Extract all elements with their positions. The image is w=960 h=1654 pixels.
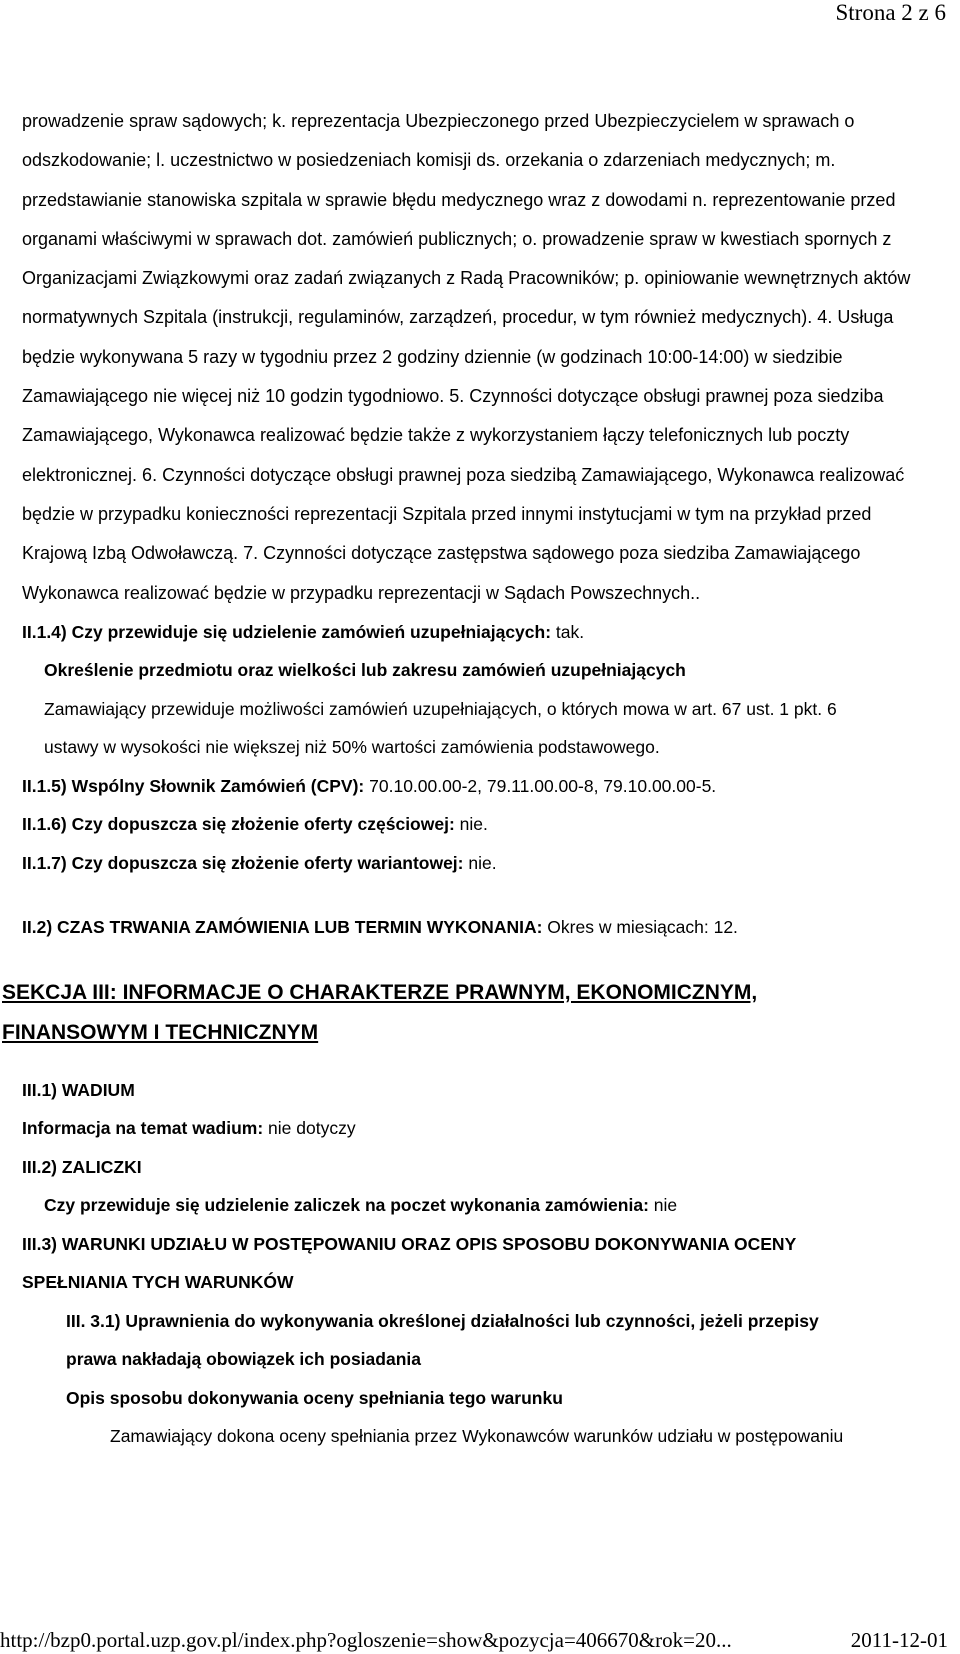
advances-question xyxy=(44,1186,940,1225)
section-heading-1: SEKCJA III: INFORMACJE O CHARAKTERZE PRAWNYM, EKONOMICZNYM, xyxy=(2,980,758,1004)
field-label: SPEŁNIANIA TYCH WARUNKÓW xyxy=(22,1272,294,1293)
evaluation-text: Zamawiający dokona oceny spełniania przez Wykonawców warunków udziału w postępowaniu xyxy=(110,1426,844,1447)
field-value: nie. xyxy=(463,852,497,873)
document-body xyxy=(0,102,940,1456)
field-value: nie xyxy=(648,1195,678,1216)
duration xyxy=(22,908,940,947)
conditions-heading-1 xyxy=(22,1225,940,1264)
conditions-heading-2 xyxy=(22,1263,940,1302)
field-label: II.1.6) Czy dopuszcza się złożenie oferty częściowej: xyxy=(22,814,455,835)
field-label: II.1.5) Wspólny Słownik Zamówień (CPV): xyxy=(22,775,365,796)
supplementary-orders-text-2: ustawy w wysokości nie większej niż 50% wartości zamówienia podstawowego. xyxy=(44,737,660,758)
evaluation-heading xyxy=(66,1379,940,1418)
field-label: III. 3.1) Uprawnienia do wykonywania określonej działalności lub czynności, jeżeli przepisy xyxy=(66,1310,819,1331)
field-label: III.2) ZALICZKI xyxy=(22,1156,142,1177)
wadium-info xyxy=(22,1109,940,1148)
field-label: prawa nakładają obowiązek ich posiadania xyxy=(66,1349,421,1370)
field-label: III.3) WARUNKI UDZIAŁU W POSTĘPOWANIU ORAZ OPIS SPOSOBU DOKONYWANIA OCENY xyxy=(22,1233,797,1254)
section-heading-2: FINANSOWYM I TECHNICZNYM xyxy=(2,1020,319,1044)
advances-heading xyxy=(22,1148,940,1187)
partial-offer xyxy=(22,805,940,844)
page-number: Strona 2 z 6 xyxy=(835,0,946,25)
supplementary-orders-text-1: Zamawiający przewiduje możliwości zamówień uzupełniających, o których mowa w art. 67 ust. 1 pkt. 6 xyxy=(44,698,837,719)
supplementary-orders-heading xyxy=(44,651,940,690)
field-value: nie dotyczy xyxy=(263,1118,356,1139)
field-label: II.1.4) Czy przewiduje się udzielenie zamówień uzupełniających: xyxy=(22,621,552,642)
field-value: Okres w miesiącach: 12. xyxy=(542,917,738,938)
field-label: III.1) WADIUM xyxy=(22,1079,135,1100)
field-value: tak. xyxy=(551,621,585,642)
field-label: Opis sposobu dokonywania oceny spełniania tego warunku xyxy=(66,1387,563,1408)
field-label: Informacja na temat wadium: xyxy=(22,1118,264,1139)
field-value: 70.10.00.00-2, 79.11.00.00-8, 79.10.00.00-5. xyxy=(364,775,717,796)
field-value: nie. xyxy=(454,814,488,835)
field-label: Określenie przedmiotu oraz wielkości lub zakresu zamówień uzupełniających xyxy=(44,660,686,681)
field-label: II.2) CZAS TRWANIA ZAMÓWIENIA LUB TERMIN WYKONANIA: xyxy=(22,917,543,938)
variant-offer xyxy=(22,844,940,883)
cpv-codes xyxy=(22,767,940,806)
description-paragraph: prowadzenie spraw sądowych; k. reprezentacja Ubezpieczonego przed Ubezpieczycielem w sprawach o odszkodowanie; l. uczestnictwo w posiedzeniach komisji ds. orzekania o zdarzeniach medycznych; m. przedstawianie stanowiska szpitala w sprawie błędu medycznego wraz z dowodami n. reprezentowanie przed organami właściwymi w sprawach dot. zamówień publicznych; o. prowadzenie spraw w kwestiach spornych z Organizacjami Związkowymi oraz zadań związanych z Radą Pracowników; p. opiniowanie wewnętrznych aktów normatywnych Szpitala (instrukcji, regulaminów, zarządzeń, procedur, w tym również medycznych). 4. Usługa będzie wykonywana 5 razy w tygodniu przez 2 godziny dziennie (w godzinach 10:00-14:00) w siedzibie Zamawiającego nie więcej niż 10 godzin tygodniowo. 5. Czynności dotyczące obsługi prawnej poza siedziba Zamawiającego, Wykonawca realizować będzie także z wykorzystaniem łączy telefonicznych lub poczty elektronicznej. 6. Czynności dotyczące obsługi prawnej poza siedzibą Zamawiającego, Wykonawca realizować będzie w przypadku konieczności reprezentacji Szpitala przed innymi instytucjami w tym na przykład przed Krajową Izbą Odwoławczą. 7. Czynności dotyczące zastępstwa sądowego poza siedziba Zamawiającego Wykonawca realizować będzie w przypadku reprezentacji w Sądach Powszechnych.. xyxy=(22,111,911,603)
footer-url: http://bzp0.portal.uzp.gov.pl/index.php?ogloszenie=show&pozycja=406670&rok=20... xyxy=(0,1628,732,1652)
supplementary-orders-question xyxy=(22,613,940,652)
wadium-heading xyxy=(22,1071,940,1110)
field-label: Czy przewiduje się udzielenie zaliczek na poczet wykonania zamówienia: xyxy=(44,1195,649,1216)
field-label: II.1.7) Czy dopuszcza się złożenie oferty wariantowej: xyxy=(22,852,464,873)
permissions-heading-2 xyxy=(66,1340,940,1379)
permissions-heading-1 xyxy=(66,1302,940,1341)
footer-date: 2011-12-01 xyxy=(850,1628,948,1652)
